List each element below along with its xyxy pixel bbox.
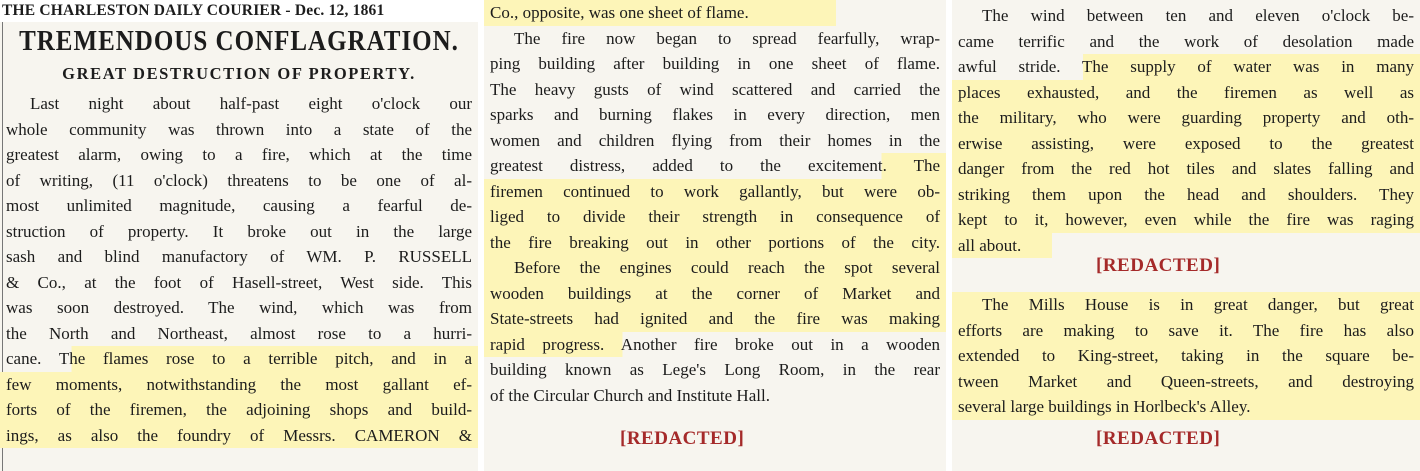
text-line: greatest distress, added to the excitement. The (484, 153, 946, 179)
redaction-label: [REDACTED] (1096, 255, 1221, 276)
text-line: of the Circular Church and Institute Hall. (490, 385, 770, 405)
text-line: rapid progress. Another fire broke out in a wooden (484, 332, 946, 358)
text-line: The wind between ten and eleven o'clock be- (982, 6, 1414, 25)
column-1-text (0, 91, 478, 448)
text-line-highlighted: the military, who were guarding property and oth- (952, 105, 1420, 131)
text-line-highlighted: kept to it, however, even while the fire was raging (952, 207, 1420, 233)
text-line: was soon destroyed. The wind, which was from (6, 298, 472, 317)
text-line-highlighted: all about. (952, 233, 1052, 259)
text-line-highlighted: few moments, notwithstanding the most gallant ef- (0, 372, 478, 398)
text-line-highlighted: The Mills House is in great danger, but great (952, 292, 1420, 318)
article-column-1 (0, 0, 478, 471)
text-line-highlighted: liged to divide their strength in consequence of (484, 204, 946, 230)
text-line: struction of property. It broke out in the large (6, 221, 472, 241)
text-line: of writing, (11 o'clock) threatens to be one of al- (6, 170, 472, 190)
text-line: sparks and burning flakes in every direction, men (490, 105, 940, 124)
text-line-highlighted: forts of the firemen, the adjoining shops and build- (0, 397, 478, 423)
text-line-highlighted: the fire breaking out in other portions of the city. (484, 230, 946, 256)
text-line-highlighted: firemen continued to work gallantly, but were ob- (484, 179, 946, 205)
text-line-highlighted: State-streets had ignited and the fire was making (484, 306, 946, 332)
text-line: sash and blind manufactory of WM. P. RUSSELL (6, 247, 472, 266)
text-line-highlighted: awful stride. The supply of water was in many (952, 54, 1420, 80)
article-headline: TREMENDOUS CONFLAGRATION. (19, 25, 459, 57)
article-subheadline: GREAT DESTRUCTION OF PROPERTY. (62, 64, 416, 83)
text-line: women and children flying from their homes in the (490, 130, 940, 150)
redaction-label: [REDACTED] (1096, 428, 1221, 449)
text-line-highlighted: cane. The flames rose to a terrible pitch, and in a (0, 346, 478, 372)
text-line-highlighted: several large buildings in Horlbeck's Alley. (952, 394, 1420, 420)
text-line-highlighted: Before the engines could reach the spot several (484, 255, 946, 281)
text-line: The fire now began to spread fearfully, wrap- (514, 28, 940, 48)
column-3-text-part-2 (952, 292, 1420, 420)
text-line-highlighted: places exhausted, and the firemen as well as (952, 80, 1420, 106)
article-column-3 (952, 0, 1420, 471)
text-line: greatest alarm, owing to a fire, which at the time (6, 145, 472, 164)
text-line: The heavy gusts of wind scattered and carried the (490, 79, 940, 99)
text-line-highlighted: extended to King-street, taking in the square be- (952, 343, 1420, 369)
column-2-text (484, 0, 946, 408)
text-line: building known as Lege's Long Room, in the rear (490, 360, 940, 379)
text-line: most unlimited magnitude, causing a fearful de- (6, 196, 472, 215)
text-line-highlighted: tween Market and Queen-streets, and destroying (952, 369, 1420, 395)
text-line: ping building after building in one sheet of flame. (490, 54, 940, 73)
text-line-highlighted: Co., opposite, was one sheet of flame. (484, 0, 836, 26)
text-line-highlighted: erwise assisting, were exposed to the greatest (952, 131, 1420, 157)
text-line-highlighted: ings, as also the foundry of Messrs. CAMERON & (0, 423, 478, 449)
text-line: came terrific and the work of desolation made (958, 31, 1414, 51)
text-line: & Co., at the foot of Hasell-street, West side. This (6, 272, 472, 292)
text-line-highlighted: wooden buildings at the corner of Market and (484, 281, 946, 307)
article-column-2 (484, 0, 946, 471)
text-line-highlighted: danger from the red hot tiles and slates falling and (952, 156, 1420, 182)
text-line-highlighted: striking them upon the head and shoulders. They (952, 182, 1420, 208)
text-line: Last night about half-past eight o'clock our (30, 94, 472, 113)
text-line: the North and Northeast, almost rose to a hurri- (6, 323, 472, 343)
newspaper-masthead: THE CHARLESTON DAILY COURIER - Dec. 12, 1861 (0, 0, 478, 22)
redaction-label: [REDACTED] (620, 428, 745, 449)
text-line: whole community was thrown into a state of the (6, 119, 472, 139)
text-line-highlighted: efforts are making to save it. The fire has also (952, 318, 1420, 344)
column-3-text-part-1 (952, 3, 1420, 258)
